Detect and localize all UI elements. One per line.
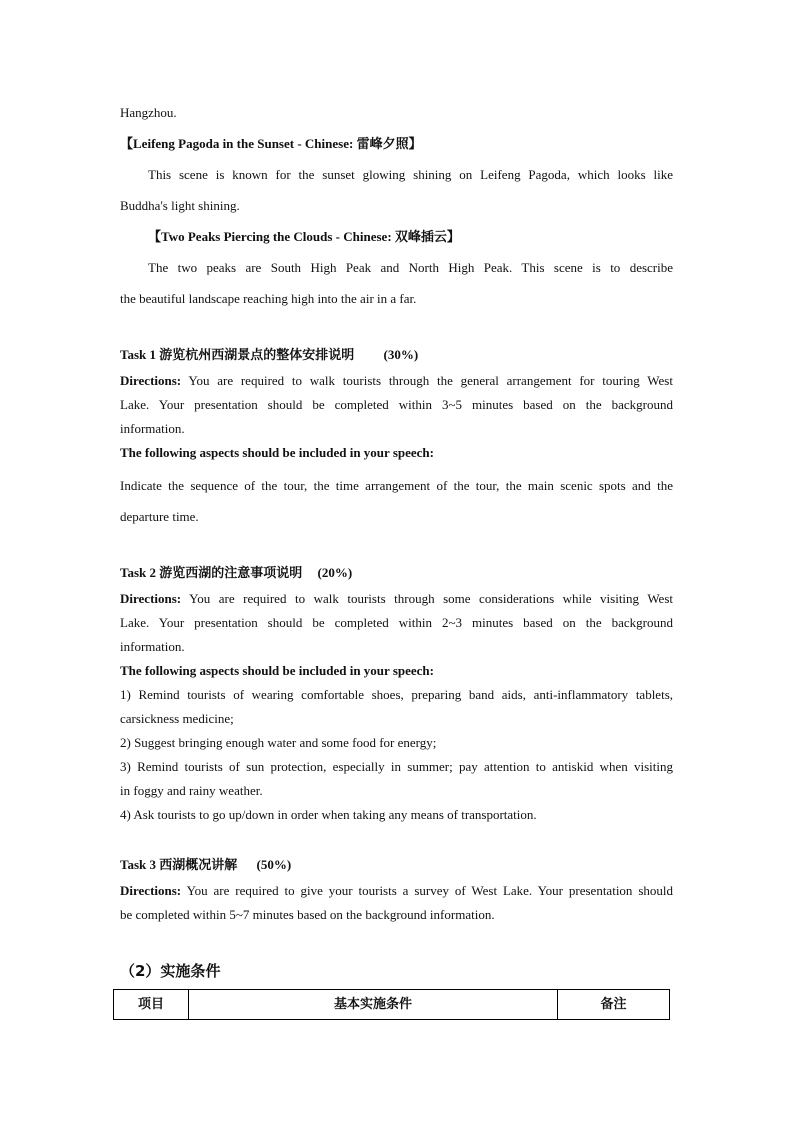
task1-weight: (30%) — [383, 347, 419, 362]
task2-item-3a: 3) Remind tourists of sun protection, especially in summer; pay attention to antiskid when visiting — [120, 759, 673, 774]
task2-directions-1 — [120, 590, 673, 608]
task2-dir-text-1: You are required to walk tourists through some considerations while visiting West — [189, 591, 673, 606]
task1-aspect-1: Indicate the sequence of the tour, the time arrangement of the tour, the main scenic spots and the — [120, 478, 673, 493]
task1-dir-text-1: You are required to walk tourists through the general arrangement for touring West — [188, 373, 673, 388]
task1-aspects-label: The following aspects should be included in your speech: — [120, 445, 434, 460]
task2-item-1b: carsickness medicine; — [120, 711, 234, 726]
intro-text: Hangzhou. — [120, 105, 177, 120]
task2-label: Task 2 — [120, 565, 157, 580]
directions-label: Directions: — [120, 373, 182, 388]
col-note: 备注 — [558, 990, 670, 1020]
task1-title: 游览杭州西湖景点的整体安排说明 — [159, 348, 355, 363]
conditions-table — [113, 989, 670, 1020]
task3-label: Task 3 — [120, 857, 157, 872]
directions-label: Directions: — [120, 591, 182, 606]
task1-label: Task 1 — [120, 347, 157, 362]
task1-directions-3: information. — [120, 421, 185, 436]
directions-label: Directions: — [120, 883, 182, 898]
table-header-row — [114, 990, 670, 1020]
leifeng-title-cn: 雷峰夕照 — [356, 137, 409, 152]
twopeaks-desc-1: The two peaks are South High Peak and North High Peak. This scene is to describe — [148, 260, 673, 275]
task2-item-4: 4) Ask tourists to go up/down in order when taking any means of transportation. — [120, 807, 537, 822]
task2-title: 游览西湖的注意事项说明 — [159, 566, 303, 581]
leifeng-desc-2: Buddha's light shining. — [120, 198, 240, 213]
task1-directions-2: Lake. Your presentation should be completed within 3~5 minutes based on the background — [120, 397, 673, 412]
twopeaks-title-en: Two Peaks Piercing the Clouds - Chinese: — [161, 229, 392, 244]
twopeaks-desc-2: the beautiful landscape reaching high into the air in a far. — [120, 291, 417, 306]
task2-heading — [120, 564, 673, 583]
task2-item-3b: in foggy and rainy weather. — [120, 783, 263, 798]
conditions-heading: （2）实施条件 — [120, 962, 221, 980]
col-item: 项目 — [114, 990, 189, 1020]
task2-item-1a: 1) Remind tourists of wearing comfortable shoes, preparing band aids, anti-inflammatory tablets, — [120, 687, 673, 702]
bracket-close: 】 — [446, 230, 460, 245]
task1-aspect-2: departure time. — [120, 509, 199, 524]
task1-heading — [120, 346, 673, 365]
twopeaks-heading — [148, 228, 701, 247]
leifeng-desc-1: This scene is known for the sunset glowing shining on Leifeng Pagoda, which looks like — [148, 167, 673, 182]
task2-directions-3: information. — [120, 639, 185, 654]
leifeng-title-en: Leifeng Pagoda in the Sunset - Chinese: — [133, 136, 354, 151]
bracket-open: 【 — [148, 230, 162, 245]
col-basic: 基本实施条件 — [189, 990, 558, 1020]
task2-weight: (20%) — [317, 565, 353, 580]
task2-aspects-label: The following aspects should be included in your speech: — [120, 663, 434, 678]
task3-directions-2: be completed within 5~7 minutes based on the background information. — [120, 907, 495, 922]
task2-directions-2: Lake. Your presentation should be completed within 2~3 minutes based on the background — [120, 615, 673, 630]
task3-dir-text-1: You are required to give your tourists a survey of West Lake. Your presentation should — [186, 883, 673, 898]
leifeng-heading — [120, 135, 673, 154]
task3-heading — [120, 856, 673, 875]
twopeaks-title-cn: 双峰插云 — [394, 230, 447, 245]
task3-weight: (50%) — [256, 857, 292, 872]
bracket-close: 】 — [408, 137, 422, 152]
task3-title: 西湖概况讲解 — [159, 858, 238, 873]
bracket-open: 【 — [120, 137, 134, 152]
task3-directions-1 — [120, 882, 673, 900]
task1-directions-1 — [120, 372, 673, 390]
task2-item-2: 2) Suggest bringing enough water and some food for energy; — [120, 735, 437, 750]
